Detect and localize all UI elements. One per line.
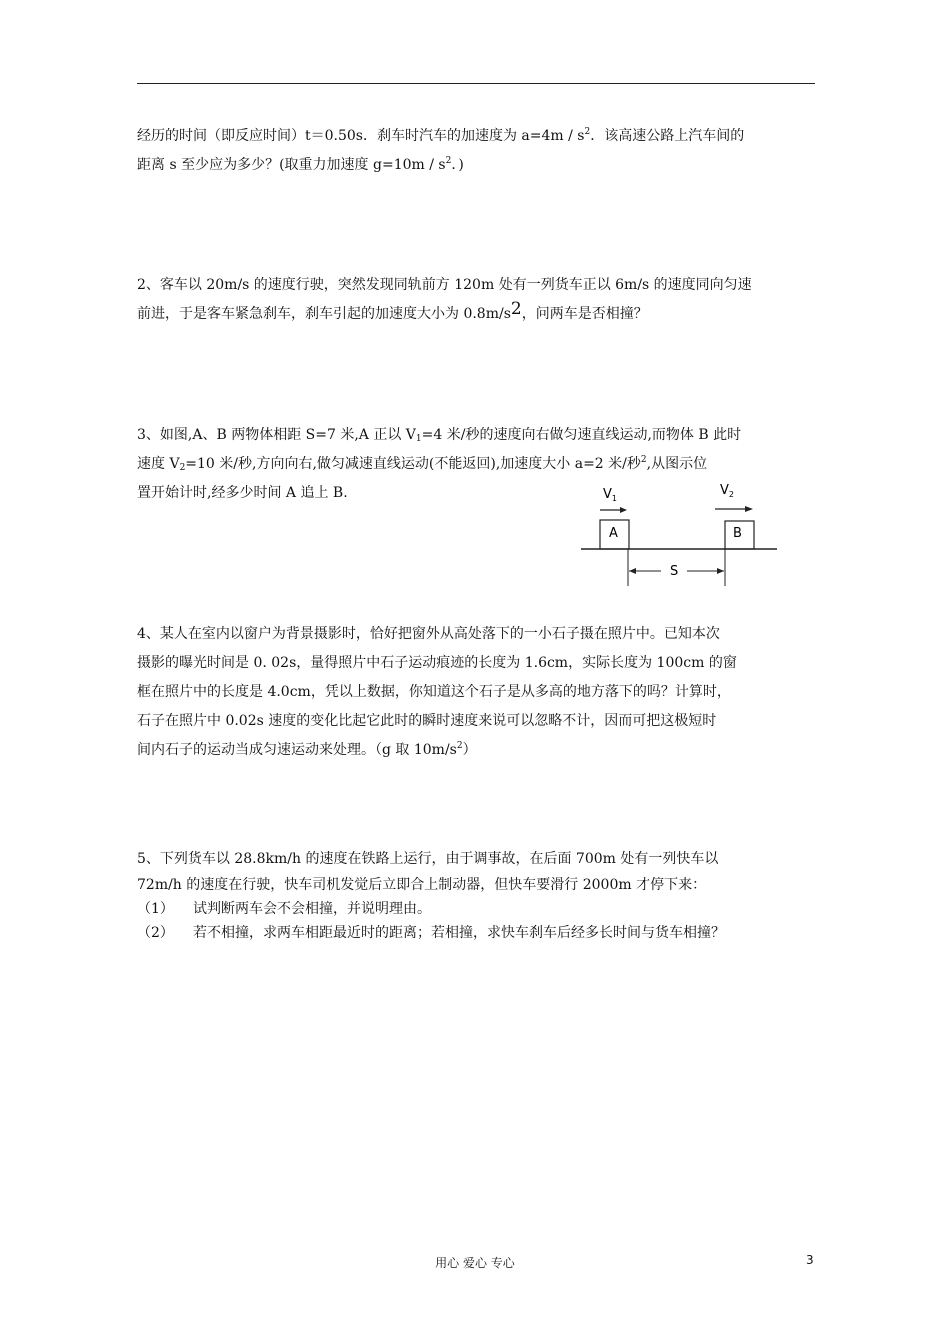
- question-2: [137, 271, 817, 329]
- question-4-line-4: 石子在照片中 0.02s 速度的变化比起它此时的瞬时速度来说可以忽略不计，因而可把这极短时: [137, 713, 717, 729]
- question-2-line-2: 前进，于是客车紧急刹车，刹车引起的加速度大小为 0.8m/s2，问两车是否相撞？: [137, 299, 648, 322]
- question-1-line-2: 距离 s 至少应为多少？(取重力加速度 $g=10m / s^2$．): [137, 156, 464, 173]
- question-4-line-5: 间内石子的运动当成匀速运动来处理。（g 取 $10m/s^2$）: [137, 741, 477, 758]
- v2-label: $V_2$: [720, 483, 734, 499]
- question-1-line-1: 经历的时间（即反应时间）t＝0.50s．刹车时汽车的加速度为 $a=4m / s^2$．该高速公路上汽车间的: [137, 127, 745, 144]
- question-4: [137, 620, 817, 765]
- v1-label: $V_1$: [603, 487, 617, 503]
- s-arrow-left-head: [629, 568, 636, 574]
- question-4-line-1: 4、某人在室内以窗户为背景摄影时，恰好把窗外从高处落下的一小石子摄在照片中。已知本次: [137, 626, 720, 642]
- block-a-label: A: [609, 526, 618, 541]
- footer-slogan: 用心 爱心 专心: [435, 1256, 515, 1270]
- question-4-line-3: 框在照片中的长度是 4.0cm，凭以上数据，你知道这个石子是从多高的地方落下的吗？计算时，: [137, 684, 731, 700]
- page-number: 3: [806, 1253, 814, 1267]
- question-3-line-2: 速度 $V_2=10$ 米/秒,方向向右,做匀减速直线运动(不能返回),加速度大小 a=2 米/秒$^2$,从图示位: [137, 455, 708, 473]
- question-3-line-3: 置开始计时,经多少时间 A 追上 B.: [137, 485, 348, 501]
- question-5: [137, 846, 817, 944]
- v1-arrow-head: [620, 507, 627, 513]
- question-3-line-1: 3、如图,A、B 两物体相距 S=7 米,A 正以 $V_1=4$ 米/秒的速度向右做匀速直线运动,而物体 B 此时: [137, 427, 742, 444]
- v2-arrow-head: [745, 506, 753, 512]
- question-4-line-2: 摄影的曝光时间是 0. 02s，量得照片中石子运动痕迹的长度为 1.6cm，实际长度为 100cm 的窗: [137, 655, 737, 671]
- question-5-item-1: （1） 试判断两车会不会相撞，并说明理由。: [137, 901, 431, 917]
- question-5-line-2: 72m/h 的速度在行驶，快车司机发觉后立即合上制动器，但快车要滑行 2000m 才停下来：: [137, 877, 707, 893]
- question-5-item-2: （2） 若不相撞，求两车相距最近时的距离；若相撞，求快车刹车后经多长时间与货车相撞？: [137, 925, 725, 941]
- question-5-line-1: 5、下列货车以 28.8km/h 的速度在铁路上运行，由于调事故，在后面 700m 处有一列快车以: [137, 851, 719, 867]
- question-2-line-1: 2、客车以 20m/s 的速度行驶，突然发现同轨前方 120m 处有一列货车正以 6m/s 的速度同向匀速: [137, 277, 752, 293]
- s-arrow-right-head: [717, 568, 724, 574]
- motion-diagram: [575, 478, 785, 588]
- header-rule: [137, 83, 815, 84]
- block-b-label: B: [733, 526, 742, 541]
- distance-s-label: S: [670, 564, 679, 579]
- question-1: [137, 122, 817, 180]
